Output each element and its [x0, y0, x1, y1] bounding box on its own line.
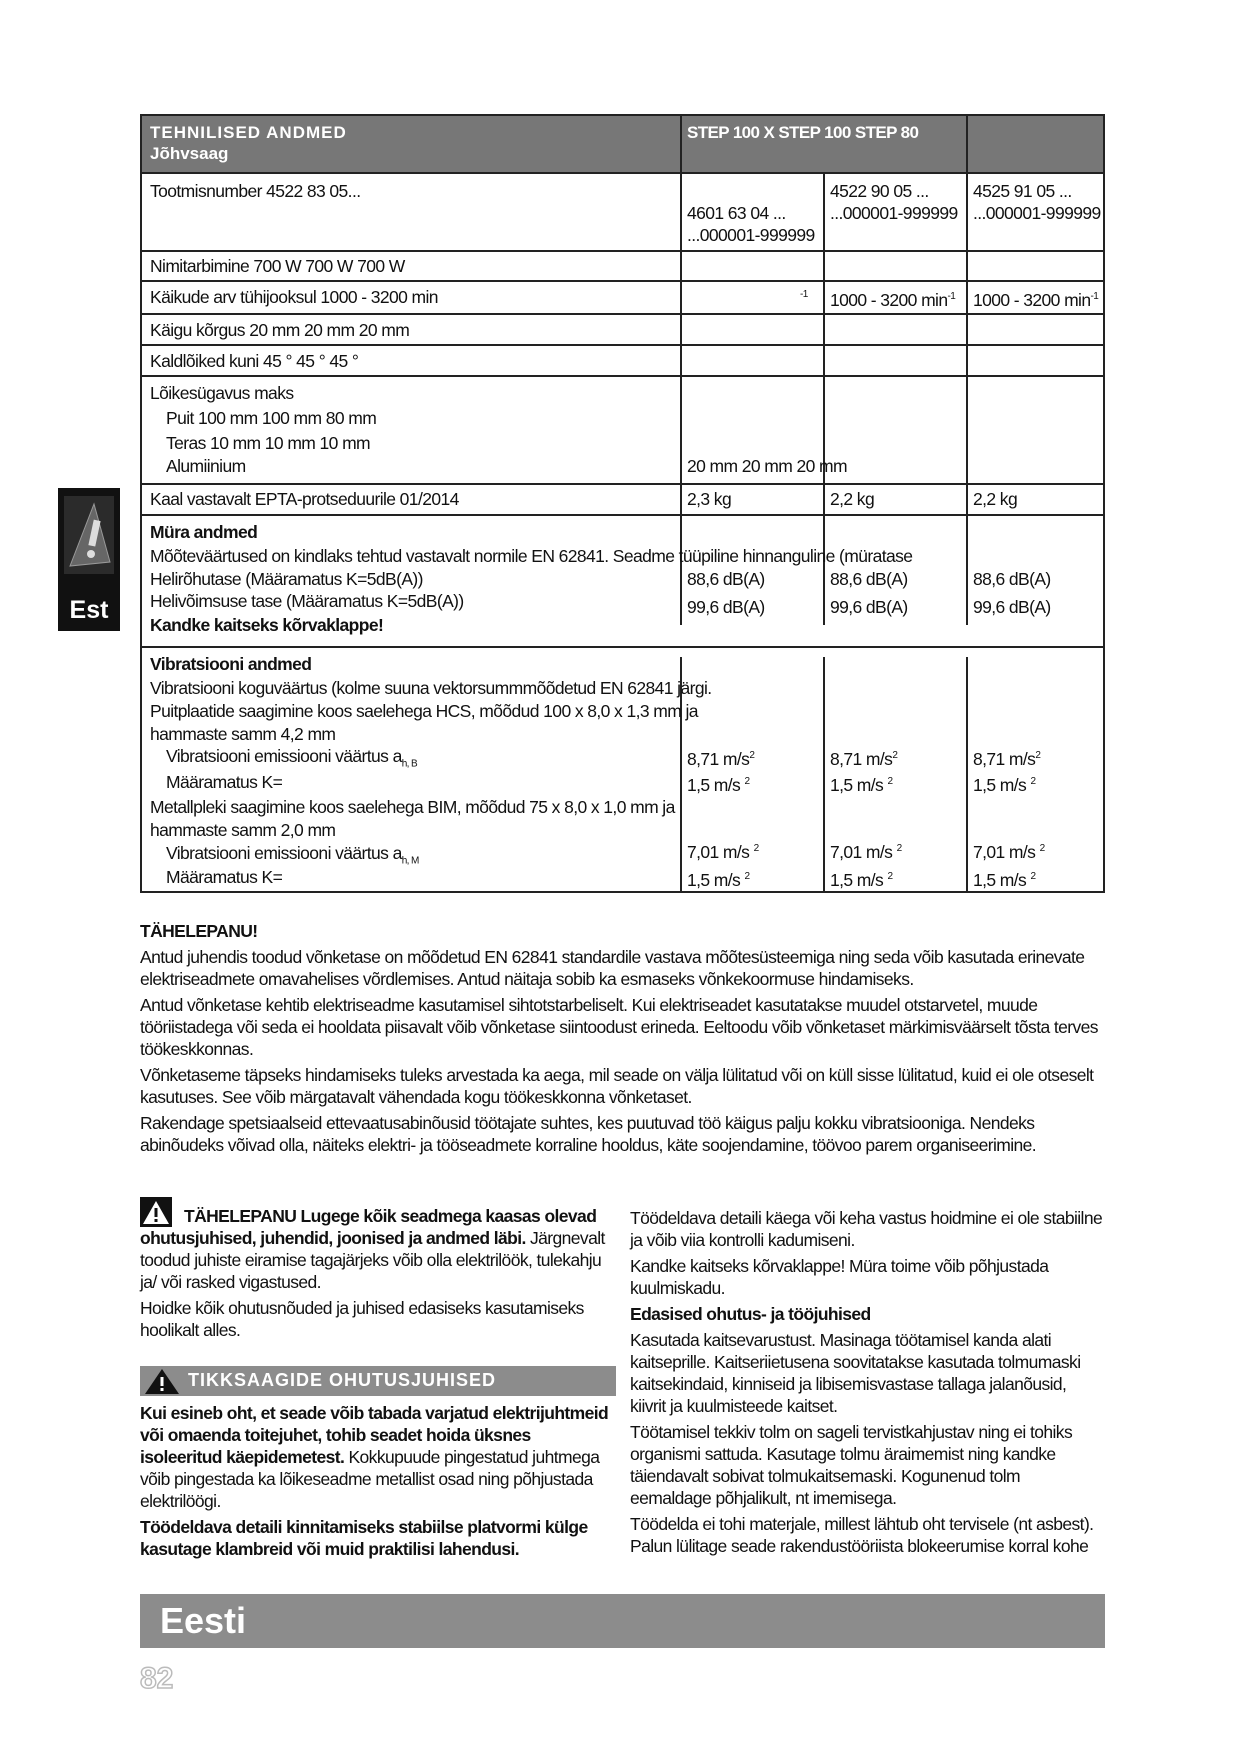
speed-label: Käikude arv tühijooksul 1000 - 3200 min [150, 287, 438, 307]
noise-power-c3: 99,6 dB(A) [973, 597, 1051, 617]
vibration-wood-line2: hammaste samm 4,2 mm [150, 724, 336, 744]
right-paragraph-3: Kasutada kaitsevarustust. Masinaga töötamisel kanda alati kaitseprille. Kaitseriietusena soovitatakse kasutada tolmumaski kaitsekindaid, kinniseid ja libisemisvastase tallaga jalanõusid, kiivrit ja kuulmisteede kaitset. [630, 1330, 1081, 1416]
spec-table [140, 114, 1105, 893]
noise-pressure-c3: 88,6 dB(A) [973, 569, 1051, 589]
notice-title: TÄHELEPANU! [140, 921, 258, 941]
noise-power-c2: 99,6 dB(A) [830, 597, 908, 617]
noise-power-label: Helivõimsuse tase (Määramatus K=5dB(A)) [150, 591, 464, 611]
bevel-row: Kaldlõiked kuni 45 ° 45 ° 45 ° [150, 351, 359, 371]
product-range-c1: ...000001-999999 [687, 225, 815, 245]
vib-wood-unc-c2: 1,5 m/s $^2$ [830, 774, 893, 795]
table-models: STEP 100 X STEP 100 STEP 80 [687, 123, 919, 142]
vib-wood-c3: 8,71 $m/s^2$ [973, 748, 1041, 769]
product-number-c1: 4601 63 04 ... [687, 203, 786, 223]
cut-depth-steel: Teras 10 mm 10 mm 10 mm [166, 433, 371, 453]
vibration-title: Vibratsiooni andmed [150, 654, 312, 674]
further-safety-heading: Edasised ohutus- ja tööjuhised [630, 1304, 871, 1324]
notice-paragraph-3: Võnketaseme täpseks hindamiseks tuleks arvestada ka aega, mil seade on välja lülitatud või on küll sisse lülitatud, kuid ei ole otseselt kasutuses. See võib märgatavalt vähendada kogu töökeskkonna võnketaset. [140, 1065, 1094, 1107]
read-instructions-warning: TÄHELEPANU Lugege kõik seadmega kaasas olevad ohutusjuhised, juhendid, joonised ja andmed läbi. Järgnevalt toodud juhiste eiramise tagajärjeks võib olla elektrilöök, tulekahju ja/ või rasked vigastused. [140, 1206, 605, 1292]
stroke-row: Käigu kõrgus 20 mm 20 mm 20 mm [150, 320, 410, 340]
noise-title: Müra andmed [150, 522, 258, 542]
weight-c1: 2,3 kg [687, 489, 732, 509]
language-side-tab [58, 488, 120, 631]
noise-warning: Kandke kaitseks kõrvaklappe! [150, 615, 384, 635]
vibration-wood-line1: Puitplaatide saagimine koos saelehega HCS, mõõdud 100 x 8,0 x 1,3 mm ja [150, 701, 698, 721]
vib-metal-c2: 7,01 m/s $^2$ [830, 841, 902, 862]
notice-paragraph-2: Antud võnketase kehtib elektriseadme kasutamisel sihtotstarbeliselt. Kui elektriseadet kasutatakse muudel otstarvetel, muude tööriistadega või seda ei hooldata piisavalt võib võnketase siintoodust erineda. Eeltoodu võib võnketaset märkimisväärselt tõsta terves töökeskkonnas. [140, 995, 1098, 1059]
noise-power-c1: 99,6 dB(A) [687, 597, 765, 617]
product-number-label: Tootmisnumber 4522 83 05... [150, 181, 361, 201]
vib-wood-c1: 8,71 $m/s^2$ [687, 748, 755, 769]
warning-triangle-icon [144, 1368, 180, 1395]
noise-pressure-c1: 88,6 dB(A) [687, 569, 765, 589]
vib-metal-unc-c3: 1,5 m/s $^2$ [973, 869, 1036, 890]
vib-wood-unc-c1: 1,5 m/s $^2$ [687, 774, 750, 795]
vib-metal-c3: 7,01 m/s $^2$ [973, 841, 1045, 862]
product-number-c3: 4525 91 05 ... [973, 181, 1072, 201]
product-range-c3: ...000001-999999 [973, 203, 1101, 223]
right-paragraph-1: Töödeldava detaili käega või keha vastus hoidmine ei ole stabiilne ja võib viia kontrolli kadumiseni. [630, 1208, 1103, 1250]
weight-c2: 2,2 kg [830, 489, 875, 509]
vibration-uncertainty-metal: Määramatus K= [166, 867, 283, 887]
weight-label: Kaal vastavalt EPTA-protseduurile 01/2014 [150, 489, 459, 509]
footer-language: Eesti [160, 1600, 247, 1641]
vib-metal-unc-c1: 1,5 m/s $^2$ [687, 869, 750, 890]
hidden-wires-warning: Kui esineb oht, et seade võib tabada varjatud elektrijuhtmeid või omaenda toitejuhet, tohib seadet hoida üksnes isoleeritud käepidemetest. Kokkupuude pingestatud juhtmega võib pingestada ka lõikeseadme metallist osad ning põhjustada elektrilöögi. [140, 1403, 609, 1511]
right-paragraph-2: Kandke kaitseks kõrvaklappe! Müra toime võib põhjustada kuulmiskadu. [630, 1256, 1049, 1298]
cut-depth-alu-values: 20 mm 20 mm 20 mm [687, 456, 847, 476]
right-paragraph-5: Töödelda ei tohi materjale, millest lähtub oht tervisele (nt asbest). Palun lülitage seade rakendustööriista blokeerumise korral kohe [630, 1514, 1094, 1556]
vibration-metal-line2: hammaste samm 2,0 mm [150, 820, 336, 840]
language-code: Est [69, 596, 109, 624]
cut-depth-alu: Alumiinium [166, 456, 246, 476]
cut-depth-wood: Puit 100 mm 100 mm 80 mm [166, 408, 377, 428]
vibration-description: Vibratsiooni koguväärtus (kolme suuna vektorsummmõõdetud EN 62841 järgi. [150, 678, 712, 698]
right-column [630, 1207, 1105, 1561]
table-subtitle: Jõhvsaag [150, 144, 229, 163]
vib-metal-unc-c2: 1,5 m/s $^2$ [830, 869, 893, 890]
weight-c3: 2,2 kg [973, 489, 1018, 509]
vibration-emission-metal: Vibratsiooni emissiooni väärtus $a_{h, M}$ [166, 843, 419, 867]
vibration-metal-line1: Metallpleki saagimine koos saelehega BIM, mõõdud 75 x 8,0 x 1,0 mm ja [150, 797, 675, 817]
vib-wood-c2: 8,71 $m/s^2$ [830, 748, 898, 769]
vib-wood-unc-c3: 1,5 m/s $^2$ [973, 774, 1036, 795]
left-column [140, 1205, 616, 1345]
warning-icon [64, 496, 114, 574]
keep-instructions: Hoidke kõik ohutusnõuded ja juhised edasiseks kasutamiseks hoolikalt alles. [140, 1298, 584, 1340]
clamp-instruction: Töödeldava detaili kinnitamiseks stabiilse platvormi külge kasutage klambreid või muid praktilisi lahendusi. [140, 1517, 588, 1559]
notice-paragraph-4: Rakendage spetsiaalseid ettevaatusabinõusid töötajate suhtes, kes puutuvad töö käigus palju kokku vibratsiooniga. Nendeks abinõudeks võivad olla, näiteks elektri- ja tööseadmete korraline hooldus, käte soojendamine, töövoo parem organiseerimine. [140, 1113, 1037, 1155]
product-range-c2: ...000001-999999 [830, 203, 958, 223]
speed-c2: 1000 - 3200 $\min^{-1}$ [830, 289, 956, 310]
left-column-lower [140, 1402, 616, 1564]
right-paragraph-4: Töötamisel tekkiv tolm on sageli tervistkahjustav ning ei tohiks organismi sattuda. Kasutage tolmu äraimemist ning kandke täiendavalt sobivat tolmukaitsemaski. Kogunenud tolm eemaldage põhjalikult, nt imemisega. [630, 1422, 1073, 1508]
vibration-emission-wood: Vibratsiooni emissiooni väärtus $a_{h, B}$ [166, 746, 418, 770]
language-footer-bar [140, 1594, 1105, 1648]
noise-pressure-label: Helirõhutase (Määramatus K=5dB(A)) [150, 569, 423, 589]
notice-block [140, 920, 1105, 1160]
noise-pressure-c2: 88,6 dB(A) [830, 569, 908, 589]
vib-metal-c1: 7,01 m/s $^2$ [687, 841, 759, 862]
product-number-c2: 4522 90 05 ... [830, 181, 929, 201]
vibration-uncertainty-wood: Määramatus K= [166, 772, 283, 792]
noise-description: Mõõteväärtused on kindlaks tehtud vastavalt normile EN 62841. Seadme tüüpiline hinnanguline (müratase [150, 546, 913, 566]
section-heading-jigsaw-safety: TIKKSAAGIDE OHUTUSJUHISED [140, 1366, 616, 1396]
table-title: TEHNILISED ANDMED [150, 123, 347, 142]
cut-depth-title: Lõikesügavus maks [150, 383, 294, 403]
page-number: 82 [140, 1662, 174, 1695]
speed-exponent: -1 [800, 289, 808, 300]
notice-paragraph-1: Antud juhendis toodud võnketase on mõõdetud EN 62841 standardile vastava mõõtesüsteemiga ning seda võib kasutada erinevate elektriseadmete omavahelises võrdlemises. Antud näitaja sobib ka esmaseks võnkekoormuse hindamiseks. [140, 947, 1085, 989]
speed-c3: 1000 - 3200 $\min^{-1}$ [973, 289, 1099, 310]
power-row: Nimitarbimine 700 W 700 W 700 W [150, 256, 405, 276]
